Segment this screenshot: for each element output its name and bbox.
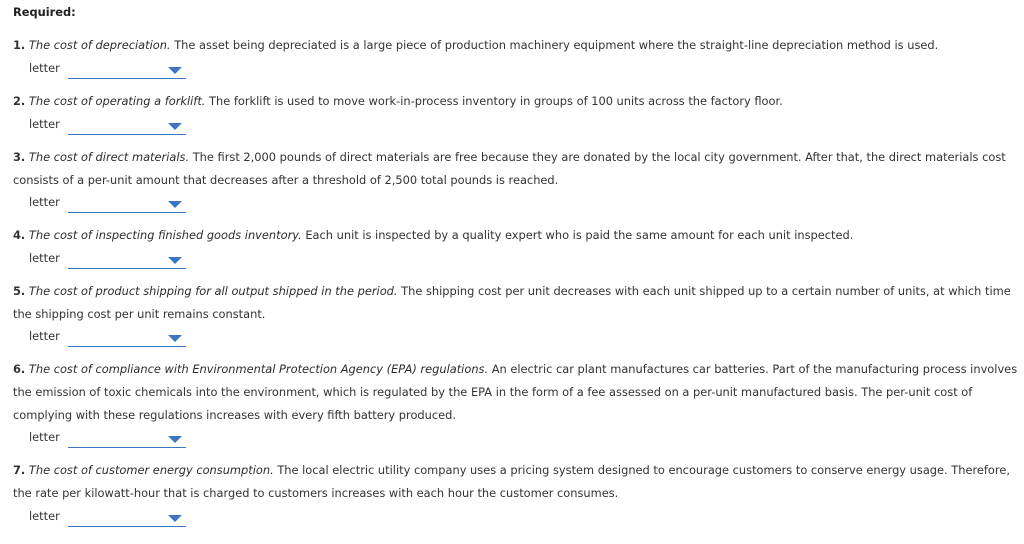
question-topic: The cost of inspecting finished goods inventory. [28,228,302,242]
question-text: Each unit is inspected by a quality expert who is paid the same amount for each unit inspected. [305,228,854,242]
answer-label: letter [29,329,60,343]
question-5 [13,280,1021,326]
required-heading: Required: [13,5,76,19]
question-3 [13,146,1021,192]
answer-label: letter [29,509,60,523]
question-topic: The cost of compliance with Environmental Protection Agency (EPA) regulations. [28,362,489,376]
answer-label: letter [29,430,60,444]
answer-dropdown-5[interactable] [68,329,186,347]
answer-label: letter [29,195,60,209]
question-text: An electric car plant manufactures car batteries. Part of the manufacturing process involves the emission of toxic chemicals into the environment, which is regulated by the EPA in the form of a fee assessed on a per-unit manufactured basis. The per-unit cost of complying with these regulations increases with every fifth battery produced. [13,362,1018,422]
question-topic: The cost of customer energy consumption. [28,463,274,477]
question-number: 3. [13,150,26,164]
dropdown-arrow-icon [168,67,182,74]
answer-dropdown-7[interactable] [68,509,186,527]
answer-dropdown-2[interactable] [68,117,186,135]
question-number: 5. [13,284,26,298]
question-text: The asset being depreciated is a large piece of production machinery equipment where the straight-line depreciation method is used. [174,38,939,52]
answer-label: letter [29,117,60,131]
dropdown-arrow-icon [168,335,182,342]
answer-label: letter [29,251,60,265]
question-topic: The cost of operating a forklift. [28,94,206,108]
answer-dropdown-3[interactable] [68,195,186,213]
dropdown-arrow-icon [168,257,182,264]
question-number: 6. [13,362,26,376]
question-1 [13,34,1021,57]
dropdown-arrow-icon [168,201,182,208]
question-topic: The cost of depreciation. [28,38,171,52]
dropdown-arrow-icon [168,123,182,130]
question-4 [13,224,1021,247]
question-number: 7. [13,463,26,477]
answer-dropdown-1[interactable] [68,61,186,79]
question-text: The forklift is used to move work-in-process inventory in groups of 100 units across the factory floor. [209,94,783,108]
question-text: The shipping cost per unit decreases with each unit shipped up to a certain number of units, at which time the shipping cost per unit remains constant. [13,284,1011,321]
dropdown-arrow-icon [168,515,182,522]
question-2 [13,90,1021,113]
question-text: The local electric utility company uses a pricing system designed to encourage customers to conserve energy usage. Therefore, the rate per kilowatt-hour that is charged to customers increases with each hour the customer consumes. [13,463,1010,500]
question-6 [13,358,1021,427]
answer-dropdown-4[interactable] [68,251,186,269]
question-number: 4. [13,228,26,242]
question-text: The first 2,000 pounds of direct materials are free because they are donated by the local city government. After that, the direct materials cost consists of a per-unit amount that decreases after a threshold of 2,500 total pounds is reached. [13,150,1006,187]
question-topic: The cost of direct materials. [28,150,190,164]
question-number: 1. [13,38,26,52]
answer-dropdown-6[interactable] [68,430,186,448]
question-7 [13,459,1021,505]
dropdown-arrow-icon [168,436,182,443]
question-number: 2. [13,94,26,108]
question-topic: The cost of product shipping for all output shipped in the period. [28,284,398,298]
answer-label: letter [29,61,60,75]
